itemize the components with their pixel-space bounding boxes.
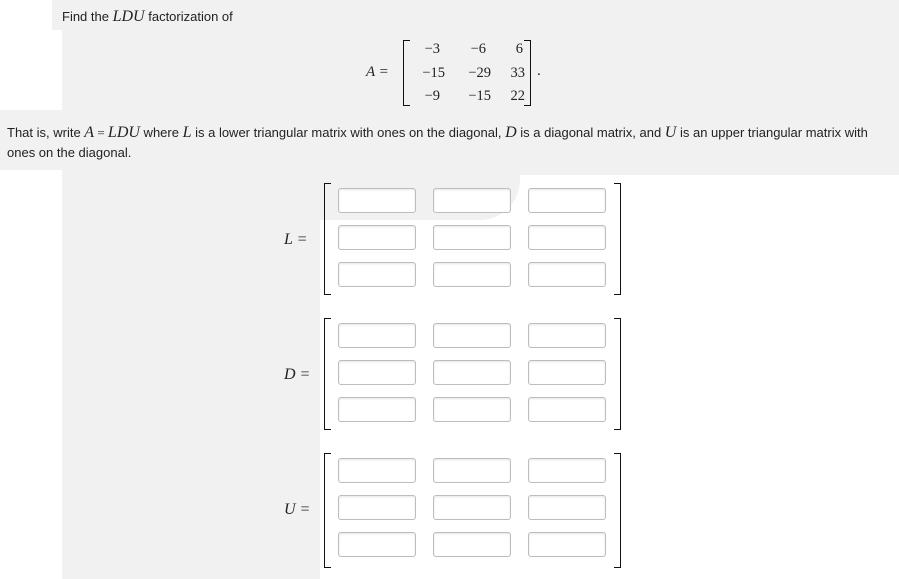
matrix-u-entry-3-3[interactable]	[528, 532, 606, 557]
matrix-l-right-bracket	[614, 183, 621, 295]
matrix-l-entry-2-1[interactable]	[338, 225, 416, 250]
question-description	[7, 123, 892, 163]
matrix-l-entry-1-2[interactable]	[433, 188, 511, 213]
matrix-a-cell: −3	[424, 41, 440, 57]
matrix-l-entry-3-1[interactable]	[338, 262, 416, 287]
matrix-u-entry-1-3[interactable]	[528, 458, 606, 483]
matrix-d-entry-1-2[interactable]	[433, 323, 511, 348]
matrix-u-label: U =	[284, 501, 311, 518]
matrix-a-cell: −15	[468, 88, 491, 104]
matrix-d-entry-2-1[interactable]	[338, 360, 416, 385]
matrix-u-right-bracket	[614, 453, 621, 568]
matrix-d-entry-3-1[interactable]	[338, 397, 416, 422]
matrix-u-entry-1-2[interactable]	[433, 458, 511, 483]
matrix-a-period: .	[537, 63, 541, 79]
desc-text: where	[139, 125, 183, 140]
background-panel	[52, 0, 62, 30]
desc-text: is a lower triangular matrix with ones on the diagonal,	[191, 125, 506, 140]
matrix-a-label: A =	[366, 64, 389, 80]
desc-math: LDU	[107, 124, 140, 141]
matrix-a-cell: 22	[510, 88, 525, 104]
matrix-l-left-bracket	[324, 183, 331, 295]
matrix-u-entry-3-1[interactable]	[338, 532, 416, 557]
desc-math: =	[94, 125, 108, 140]
matrix-a-cell: −15	[422, 65, 445, 81]
desc-text: is an upper triangular matrix with ones on the diagonal.	[7, 125, 868, 160]
matrix-u-entry-2-3[interactable]	[528, 495, 606, 520]
desc-math: D	[505, 124, 517, 141]
desc-math: U	[664, 124, 677, 141]
matrix-d-entry-2-2[interactable]	[433, 360, 511, 385]
matrix-a-cell: 33	[510, 65, 525, 81]
matrix-a-right-bracket	[524, 40, 531, 106]
matrix-a-cell: −9	[424, 88, 440, 104]
matrix-a-cell: 6	[515, 41, 523, 57]
matrix-l-entry-1-3[interactable]	[528, 188, 606, 213]
desc-text: That is, write	[7, 125, 85, 140]
prompt-prefix: Find the	[62, 9, 113, 24]
matrix-d-left-bracket	[324, 318, 331, 430]
matrix-d-entry-3-3[interactable]	[528, 397, 606, 422]
matrix-l-entry-3-2[interactable]	[433, 262, 511, 287]
prompt-suffix: factorization of	[144, 9, 233, 24]
matrix-d-entry-2-3[interactable]	[528, 360, 606, 385]
question-prompt	[62, 8, 233, 26]
desc-math: L	[182, 124, 192, 141]
prompt-math: LDU	[112, 8, 145, 25]
matrix-a-cell: −6	[470, 41, 486, 57]
matrix-l-entry-2-2[interactable]	[433, 225, 511, 250]
matrix-u-left-bracket	[324, 453, 331, 568]
matrix-a-cell: −29	[468, 65, 491, 81]
matrix-l-entry-3-3[interactable]	[528, 262, 606, 287]
desc-math: A	[84, 124, 95, 141]
matrix-d-right-bracket	[614, 318, 621, 430]
matrix-u-entry-1-1[interactable]	[338, 458, 416, 483]
matrix-d-entry-1-1[interactable]	[338, 323, 416, 348]
matrix-u-entry-3-2[interactable]	[433, 532, 511, 557]
matrix-l-entry-2-3[interactable]	[528, 225, 606, 250]
matrix-l-label: L =	[284, 231, 308, 248]
matrix-l-entry-1-1[interactable]	[338, 188, 416, 213]
matrix-u-entry-2-1[interactable]	[338, 495, 416, 520]
matrix-d-label: D =	[284, 366, 311, 383]
matrix-d-entry-1-3[interactable]	[528, 323, 606, 348]
desc-text: is a diagonal matrix, and	[516, 125, 665, 140]
background-panel	[0, 0, 62, 579]
matrix-d-entry-3-2[interactable]	[433, 397, 511, 422]
matrix-u-entry-2-2[interactable]	[433, 495, 511, 520]
background-panel	[200, 200, 320, 579]
